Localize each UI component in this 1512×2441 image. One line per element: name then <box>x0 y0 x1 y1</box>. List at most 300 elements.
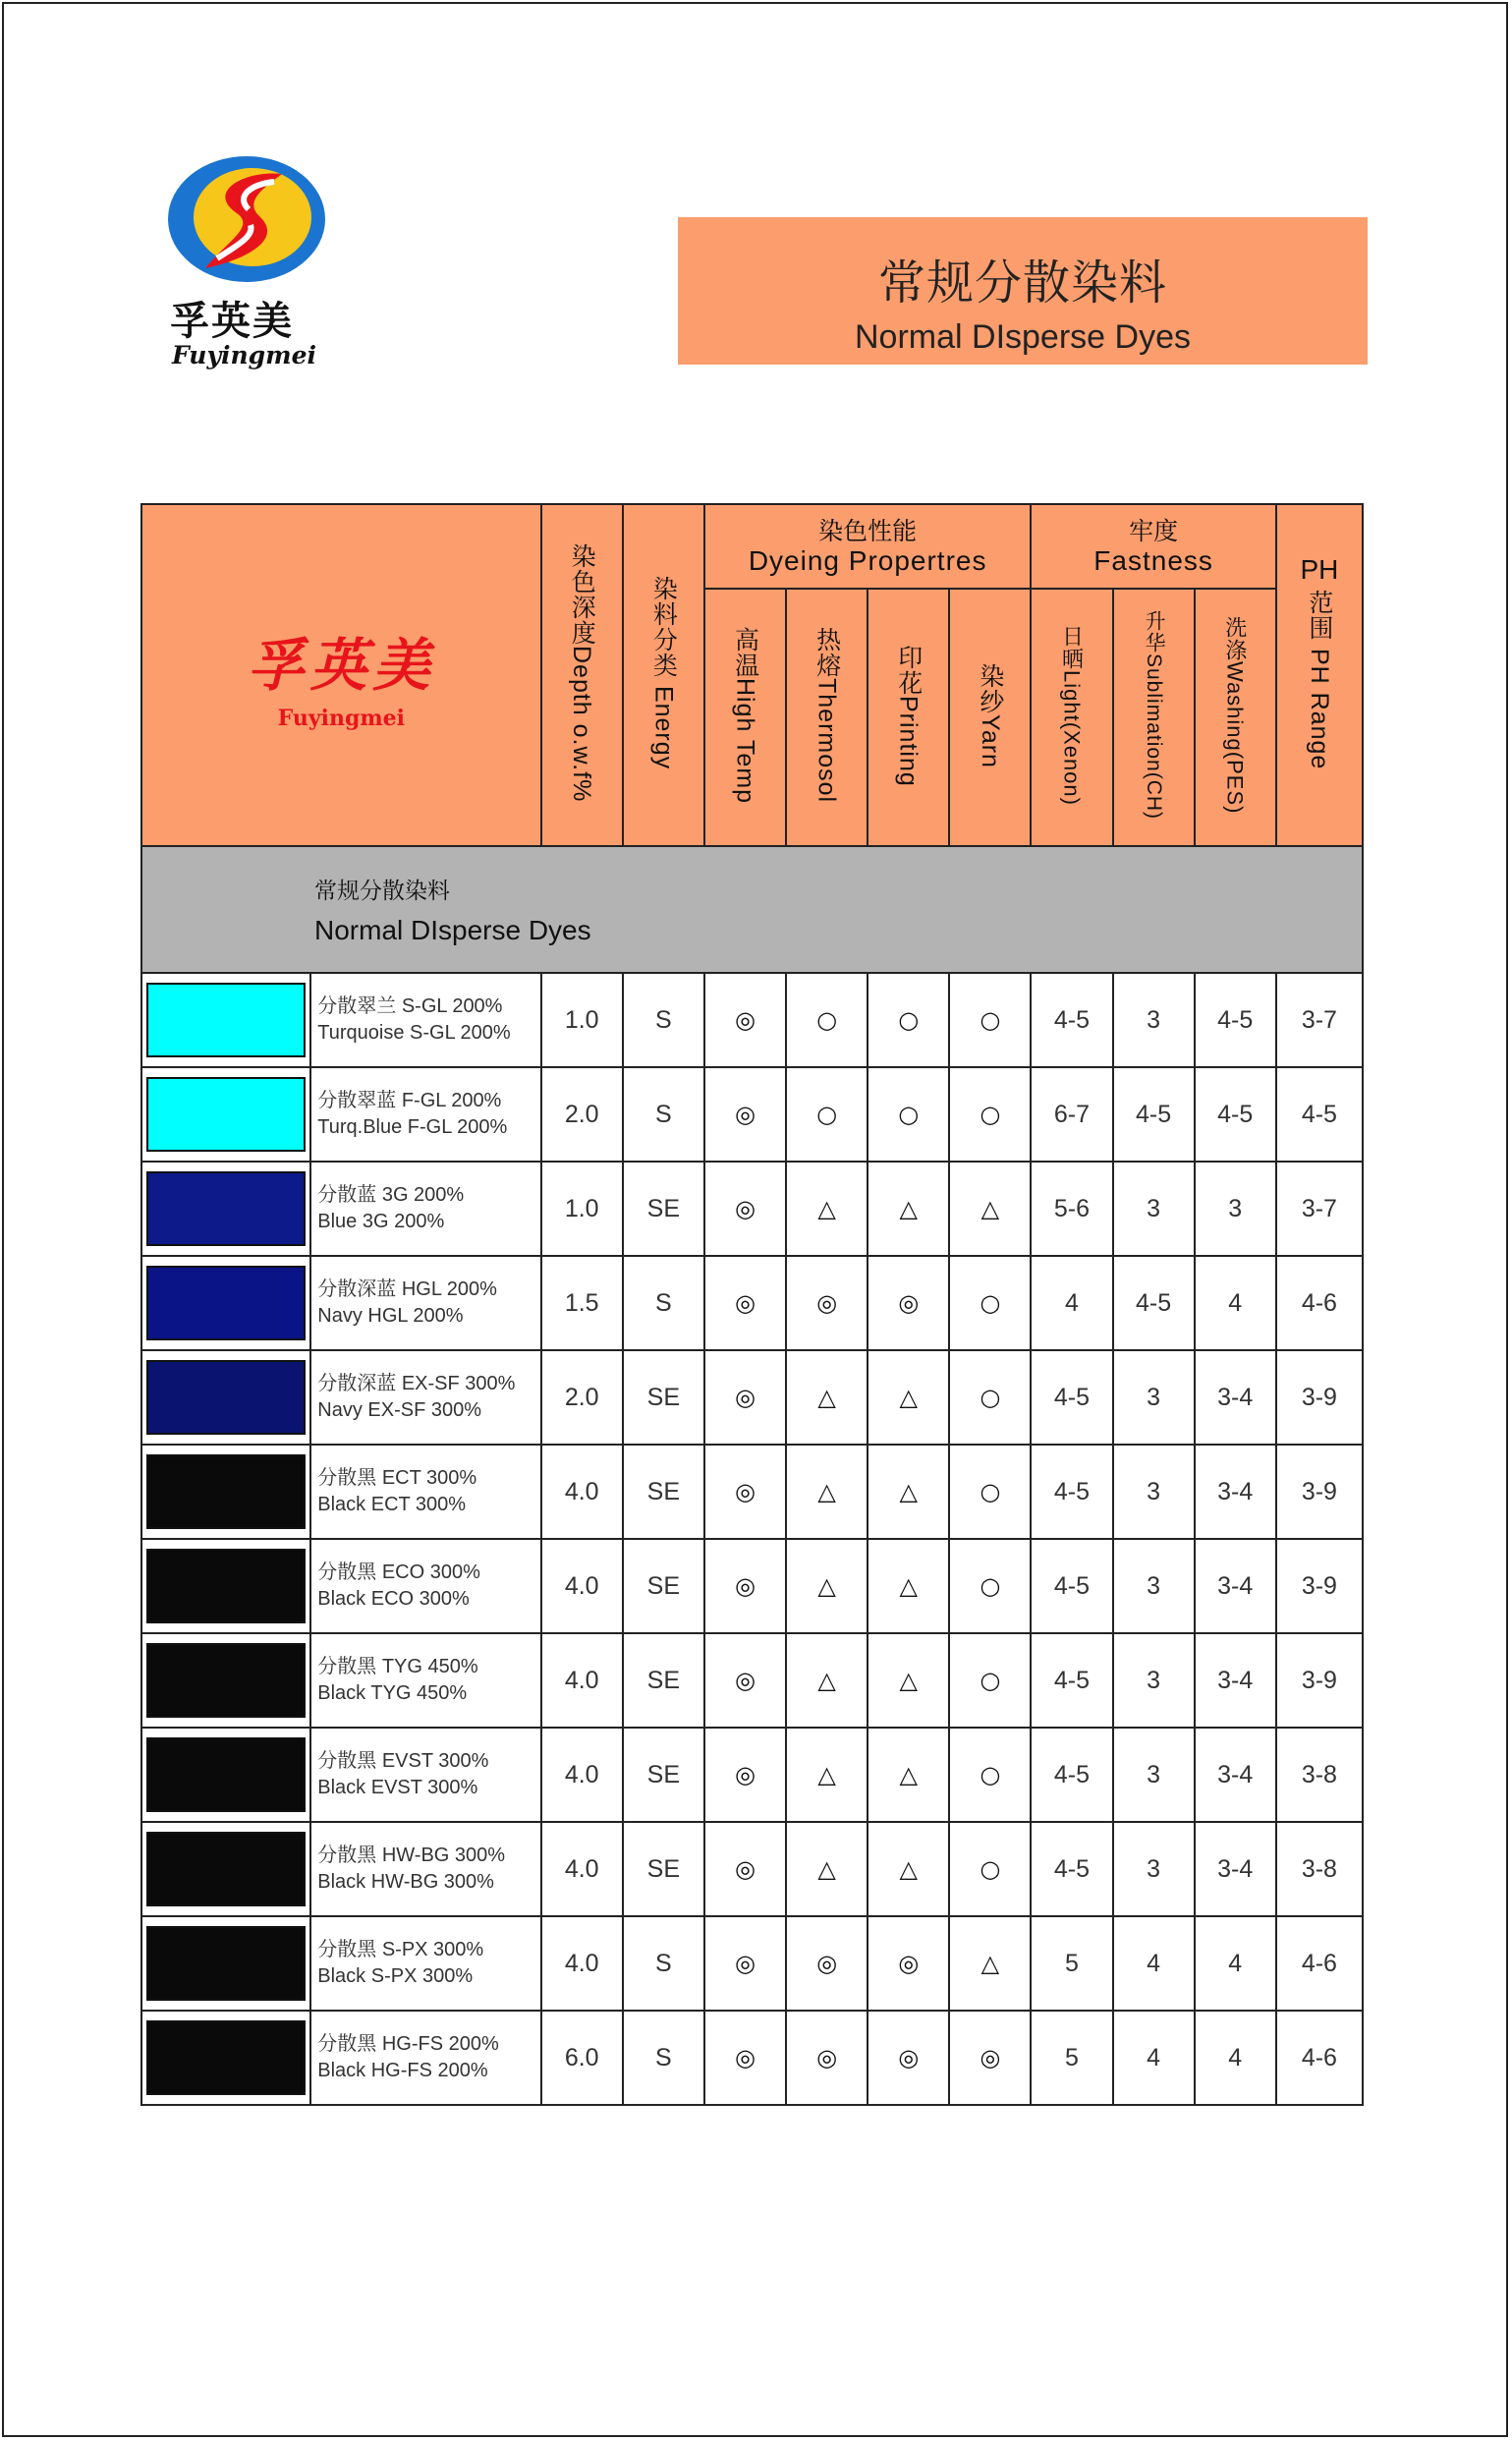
header-ph-range: 范围 PH Range <box>1305 590 1333 770</box>
high-temp-value: ◎ <box>734 1950 756 1977</box>
yarn-cell <box>949 1162 1031 1256</box>
high-temp-value: ◎ <box>734 1101 756 1128</box>
washing-value: 3-4 <box>1217 1571 1254 1600</box>
high-temp-value: ◎ <box>734 1667 756 1694</box>
ph-value: 3-7 <box>1301 1194 1337 1222</box>
energy-value: SE <box>646 1477 680 1505</box>
ph-value: 3-8 <box>1301 1854 1337 1883</box>
light-cell <box>1031 1067 1112 1162</box>
depth-value: 6.0 <box>564 2043 599 2072</box>
sublimation-cell <box>1113 2011 1195 2105</box>
energy-value: SE <box>646 1194 680 1222</box>
dye-name-cell <box>310 1916 540 2011</box>
swatch-cell <box>141 1728 310 1822</box>
dye-name-cell <box>310 1162 540 1256</box>
ph-value: 3-7 <box>1301 1005 1337 1034</box>
yarn-value: ○ <box>980 1101 1001 1128</box>
sublimation-cell <box>1113 1822 1195 1916</box>
title-en: Normal DIsperse Dyes <box>855 318 1191 356</box>
high-temp-cell <box>704 1067 786 1162</box>
sublimation-value: 4-5 <box>1136 1288 1172 1317</box>
printing-value: ◎ <box>898 2044 920 2072</box>
depth-cell <box>541 1539 623 1633</box>
table-row <box>141 1256 1363 1350</box>
high-temp-value: ◎ <box>734 1572 756 1600</box>
dye-name-cell <box>310 1822 540 1916</box>
thermosol-value: ◎ <box>816 1950 838 1977</box>
table-row <box>141 1633 1363 1728</box>
printing-cell <box>868 1256 949 1350</box>
ph-value: 3-9 <box>1301 1666 1337 1694</box>
energy-value: SE <box>646 1760 680 1788</box>
dye-name-cell <box>310 1350 540 1445</box>
table-row <box>141 973 1363 1067</box>
light-value: 4-5 <box>1053 1854 1091 1883</box>
dye-name-en: Navy EX-SF 300% <box>317 1399 481 1421</box>
sublimation-cell <box>1113 1539 1195 1633</box>
section-row <box>141 846 1363 973</box>
dye-name-cell <box>310 1256 540 1350</box>
high-temp-value: ◎ <box>734 1384 756 1411</box>
dye-name-cell <box>310 1445 540 1539</box>
depth-value: 4.0 <box>564 1949 599 1977</box>
washing-value: 4 <box>1228 2043 1243 2072</box>
dye-name-cell <box>310 1067 540 1162</box>
yarn-value: ○ <box>980 1761 1001 1788</box>
thermosol-value: △ <box>817 1384 836 1411</box>
thermosol-value: △ <box>817 1195 836 1222</box>
light-cell <box>1031 973 1112 1067</box>
high-temp-cell <box>704 2011 786 2105</box>
brand-name-en: Fuyingmei <box>277 706 406 731</box>
color-swatch <box>146 1643 306 1718</box>
depth-cell <box>541 1633 623 1728</box>
high-temp-cell <box>704 1256 786 1350</box>
color-swatch <box>146 1737 306 1812</box>
swatch-cell <box>141 1916 310 2011</box>
brand-name-cn: 孚英美 <box>247 632 436 699</box>
swatch-cell <box>141 1350 310 1445</box>
yarn-value: ○ <box>980 1006 1001 1034</box>
energy-value: S <box>654 2043 672 2072</box>
high-temp-cell <box>704 973 786 1067</box>
thermosol-value: △ <box>817 1855 836 1883</box>
printing-cell <box>868 1350 949 1445</box>
thermosol-cell <box>786 1822 868 1916</box>
yarn-cell <box>949 1728 1031 1822</box>
high-temp-cell <box>704 1350 786 1445</box>
printing-value: △ <box>899 1761 918 1788</box>
depth-value: 4.0 <box>564 1854 599 1883</box>
high-temp-value: ◎ <box>734 1855 756 1883</box>
light-cell <box>1031 1162 1112 1256</box>
light-cell <box>1031 1916 1112 2011</box>
light-cell <box>1031 1822 1112 1916</box>
printing-value: △ <box>899 1572 918 1600</box>
depth-value: 4.0 <box>564 1477 599 1505</box>
printing-value: △ <box>899 1855 918 1883</box>
light-cell <box>1031 1256 1112 1350</box>
header-washing-label: 洗涤Washing(PES) <box>1222 616 1248 815</box>
printing-value: ◎ <box>898 1950 920 1977</box>
thermosol-cell <box>786 1162 868 1256</box>
table-row <box>141 2011 1363 2105</box>
depth-value: 2.0 <box>564 1383 599 1411</box>
washing-value: 3-4 <box>1217 1854 1254 1883</box>
light-value: 4-5 <box>1053 1666 1091 1694</box>
washing-cell <box>1195 1350 1276 1445</box>
high-temp-value: ◎ <box>734 2044 756 2072</box>
energy-cell <box>623 1539 704 1633</box>
washing-cell <box>1195 1256 1276 1350</box>
header-ph-label: PH <box>1300 554 1339 585</box>
depth-cell <box>541 2011 623 2105</box>
depth-cell <box>541 1445 623 1539</box>
depth-value: 4.0 <box>564 1571 599 1600</box>
thermosol-cell <box>786 1350 868 1445</box>
sublimation-value: 4-5 <box>1136 1100 1172 1128</box>
dye-table <box>140 503 1364 2106</box>
energy-cell <box>623 2011 704 2105</box>
dye-name-en: Black ECT 300% <box>317 1494 467 1515</box>
washing-value: 4 <box>1228 1288 1243 1317</box>
yarn-cell <box>949 1445 1031 1539</box>
thermosol-value: ◎ <box>816 1289 838 1317</box>
swatch-cell <box>141 1539 310 1633</box>
swatch-cell <box>141 1256 310 1350</box>
sublimation-cell <box>1113 973 1195 1067</box>
high-temp-cell <box>704 1633 786 1728</box>
light-cell <box>1031 1633 1112 1728</box>
yarn-value: ○ <box>980 1855 1001 1883</box>
dye-name-cell <box>310 1539 540 1633</box>
header-yarn <box>949 589 1031 846</box>
ph-value: 3-8 <box>1301 1760 1337 1788</box>
sublimation-cell <box>1113 1350 1195 1445</box>
header-light <box>1031 589 1112 846</box>
depth-cell <box>541 1916 623 2011</box>
high-temp-value: ◎ <box>734 1289 756 1317</box>
dye-name-cn: 分散翠蓝 F-GL 200% <box>317 1090 502 1111</box>
ph-cell <box>1276 1445 1363 1539</box>
high-temp-cell <box>704 1728 786 1822</box>
washing-cell <box>1195 1822 1276 1916</box>
color-swatch <box>146 983 306 1057</box>
dye-name-cn: 分散深蓝 EX-SF 300% <box>317 1373 516 1394</box>
high-temp-cell <box>704 1162 786 1256</box>
ph-cell <box>1276 1916 1363 2011</box>
thermosol-value: △ <box>817 1761 836 1788</box>
sublimation-cell <box>1113 1633 1195 1728</box>
yarn-value: ○ <box>980 1572 1001 1600</box>
thermosol-cell <box>786 1539 868 1633</box>
yarn-cell <box>949 1256 1031 1350</box>
energy-value: SE <box>646 1383 680 1411</box>
color-swatch <box>146 1171 306 1246</box>
printing-value: △ <box>899 1384 918 1411</box>
light-value: 4-5 <box>1053 1005 1091 1034</box>
ph-value: 4-6 <box>1301 1288 1337 1317</box>
yarn-value: △ <box>980 1195 1000 1222</box>
header-depth <box>541 504 623 846</box>
ph-cell <box>1276 1162 1363 1256</box>
thermosol-cell <box>786 973 868 1067</box>
printing-value: △ <box>899 1667 918 1694</box>
energy-cell <box>623 1822 704 1916</box>
sublimation-value: 4 <box>1147 1949 1161 1977</box>
energy-value: S <box>654 1949 672 1977</box>
light-cell <box>1031 1728 1112 1822</box>
header-depth-label: 染色深度Depth o.w.f% <box>568 543 596 803</box>
thermosol-cell <box>786 1728 868 1822</box>
thermosol-value: △ <box>817 1667 836 1694</box>
washing-cell <box>1195 1067 1276 1162</box>
header-high-temp <box>704 589 786 846</box>
energy-cell <box>623 1162 704 1256</box>
depth-cell <box>541 1822 623 1916</box>
printing-cell <box>868 1916 949 2011</box>
yarn-cell <box>949 1633 1031 1728</box>
dye-name-cn: 分散黑 S-PX 300% <box>317 1939 484 1960</box>
washing-cell <box>1195 1633 1276 1728</box>
ph-cell <box>1276 1822 1363 1916</box>
ph-cell <box>1276 1728 1363 1822</box>
printing-cell <box>868 1728 949 1822</box>
yarn-cell <box>949 1822 1031 1916</box>
swatch-cell <box>141 1445 310 1539</box>
thermosol-cell <box>786 1633 868 1728</box>
washing-value: 3-4 <box>1217 1760 1254 1788</box>
printing-value: ○ <box>898 1101 920 1128</box>
yarn-cell <box>949 1350 1031 1445</box>
header-thermosol-label: 热熔Thermosol <box>812 627 841 804</box>
sublimation-cell <box>1113 1067 1195 1162</box>
thermosol-cell <box>786 1067 868 1162</box>
header-yarn-label: 染纱Yarn <box>976 662 1004 768</box>
dye-name-cn: 分散黑 HG-FS 200% <box>317 2033 499 2055</box>
dye-name-cn: 分散深蓝 HGL 200% <box>317 1278 497 1300</box>
light-value: 5-6 <box>1053 1194 1091 1222</box>
header-fastness-en: Fastness <box>1093 545 1213 576</box>
logo-name-en: Fuyingmei <box>172 341 317 369</box>
printing-cell <box>868 1822 949 1916</box>
color-swatch <box>146 1077 306 1152</box>
dye-name-en: Black TYG 450% <box>317 1682 468 1704</box>
ph-cell <box>1276 1633 1363 1728</box>
swatch-cell <box>141 973 310 1067</box>
table-row <box>141 1822 1363 1916</box>
swatch-cell <box>141 1162 310 1256</box>
dye-name-cell <box>310 2011 540 2105</box>
ph-value: 4-6 <box>1301 1949 1337 1977</box>
dye-name-cn: 分散黑 ECT 300% <box>317 1467 477 1489</box>
dye-name-cn: 分散黑 HW-BG 300% <box>317 1845 506 1866</box>
color-swatch <box>146 1549 306 1623</box>
header-energy-label: 染料分类 Energy <box>649 576 678 770</box>
printing-value: ◎ <box>898 1289 920 1317</box>
yarn-cell <box>949 2011 1031 2105</box>
sublimation-cell <box>1113 1728 1195 1822</box>
yarn-cell <box>949 1916 1031 2011</box>
ph-value: 4-6 <box>1301 2043 1337 2072</box>
energy-cell <box>623 1728 704 1822</box>
company-logo <box>162 152 339 378</box>
dye-name-en: Turq.Blue F-GL 200% <box>317 1116 508 1138</box>
printing-cell <box>868 1445 949 1539</box>
sublimation-value: 3 <box>1147 1760 1161 1788</box>
printing-cell <box>868 1539 949 1633</box>
header-dyeing-group <box>704 504 1032 589</box>
color-swatch <box>146 1360 306 1435</box>
section-title-en: Normal DIsperse Dyes <box>314 915 591 945</box>
sublimation-cell <box>1113 1445 1195 1539</box>
light-value: 5 <box>1065 2043 1079 2072</box>
dye-name-en: Black HG-FS 200% <box>317 2060 488 2081</box>
energy-cell <box>623 1067 704 1162</box>
energy-value: SE <box>646 1571 680 1600</box>
washing-cell <box>1195 2011 1276 2105</box>
yarn-value: ○ <box>980 1384 1001 1411</box>
sublimation-cell <box>1113 1256 1195 1350</box>
table-row <box>141 1728 1363 1822</box>
thermosol-cell <box>786 1916 868 2011</box>
header-dyeing-cn: 染色性能 <box>818 518 918 545</box>
header-ph <box>1276 504 1363 846</box>
depth-value: 2.0 <box>564 1100 599 1128</box>
sublimation-value: 3 <box>1147 1477 1161 1505</box>
ph-cell <box>1276 1067 1363 1162</box>
high-temp-value: ◎ <box>734 1006 756 1034</box>
light-value: 6-7 <box>1053 1100 1091 1128</box>
logo-mark-icon <box>166 152 328 285</box>
light-value: 4-5 <box>1053 1571 1091 1600</box>
light-value: 5 <box>1065 1949 1079 1977</box>
high-temp-value: ◎ <box>734 1195 756 1222</box>
sublimation-value: 3 <box>1147 1005 1161 1034</box>
section-cell <box>141 846 1363 973</box>
energy-value: SE <box>646 1854 680 1883</box>
light-value: 4 <box>1065 1288 1079 1317</box>
printing-value: △ <box>899 1195 918 1222</box>
thermosol-cell <box>786 1445 868 1539</box>
color-swatch <box>146 1454 306 1529</box>
color-swatch <box>146 1832 306 1906</box>
printing-cell <box>868 1633 949 1728</box>
light-cell <box>1031 1539 1112 1633</box>
energy-cell <box>623 1916 704 2011</box>
sublimation-value: 3 <box>1147 1194 1161 1222</box>
section-title-cn: 常规分散染料 <box>314 879 450 904</box>
header-energy <box>623 504 704 846</box>
logo-name-cn: 孚英美 <box>170 298 294 344</box>
yarn-cell <box>949 1539 1031 1633</box>
energy-cell <box>623 1350 704 1445</box>
header-fastness-group <box>1031 504 1275 589</box>
dye-name-cell <box>310 1728 540 1822</box>
washing-value: 3-4 <box>1217 1666 1254 1694</box>
yarn-value: ◎ <box>980 2044 1001 2072</box>
printing-cell <box>868 2011 949 2105</box>
table-row <box>141 1067 1363 1162</box>
depth-value: 4.0 <box>564 1666 599 1694</box>
header-washing <box>1195 589 1276 846</box>
washing-value: 3-4 <box>1217 1477 1254 1505</box>
depth-cell <box>541 973 623 1067</box>
ph-cell <box>1276 1256 1363 1350</box>
depth-cell <box>541 1162 623 1256</box>
table-row <box>141 1916 1363 2011</box>
thermosol-value: ○ <box>816 1101 838 1128</box>
table-row <box>141 1445 1363 1539</box>
yarn-value: ○ <box>980 1478 1001 1505</box>
dye-rows <box>141 973 1363 2105</box>
table-row <box>141 1350 1363 1445</box>
thermosol-value: △ <box>817 1572 836 1600</box>
ph-cell <box>1276 1350 1363 1445</box>
depth-value: 1.0 <box>564 1005 599 1034</box>
thermosol-cell <box>786 1256 868 1350</box>
washing-value: 4-5 <box>1217 1005 1254 1034</box>
color-swatch <box>146 1926 306 2001</box>
light-cell <box>1031 2011 1112 2105</box>
energy-value: S <box>654 1005 672 1034</box>
light-value: 4-5 <box>1053 1477 1091 1505</box>
high-temp-cell <box>704 1445 786 1539</box>
dye-name-cn: 分散黑 ECO 300% <box>317 1561 480 1583</box>
dye-name-en: Blue 3G 200% <box>317 1211 445 1232</box>
header-printing <box>868 589 949 846</box>
light-value: 4-5 <box>1053 1760 1091 1788</box>
thermosol-value: ◎ <box>816 2044 838 2072</box>
header-high-temp-label: 高温High Temp <box>731 626 759 805</box>
depth-value: 1.5 <box>564 1288 599 1317</box>
yarn-value: ○ <box>980 1289 1001 1317</box>
ph-value: 3-9 <box>1301 1571 1337 1600</box>
washing-cell <box>1195 1916 1276 2011</box>
thermosol-value: ○ <box>816 1006 838 1034</box>
dye-name-en: Black HW-BG 300% <box>317 1871 494 1893</box>
sublimation-value: 3 <box>1147 1854 1161 1883</box>
light-value: 4-5 <box>1053 1383 1091 1411</box>
swatch-cell <box>141 1822 310 1916</box>
thermosol-value: △ <box>817 1478 836 1505</box>
dye-name-en: Black EVST 300% <box>317 1777 478 1798</box>
swatch-cell <box>141 1067 310 1162</box>
printing-cell <box>868 1067 949 1162</box>
color-swatch <box>146 1266 306 1340</box>
energy-cell <box>623 1633 704 1728</box>
energy-value: S <box>654 1100 672 1128</box>
washing-value: 4 <box>1228 1949 1243 1977</box>
light-cell <box>1031 1350 1112 1445</box>
energy-value: SE <box>646 1666 680 1694</box>
washing-cell <box>1195 1162 1276 1256</box>
depth-cell <box>541 1350 623 1445</box>
depth-cell <box>541 1256 623 1350</box>
printing-value: ○ <box>898 1006 920 1034</box>
yarn-value: ○ <box>980 1667 1001 1694</box>
high-temp-value: ◎ <box>734 1761 756 1788</box>
dye-name-cell <box>310 973 540 1067</box>
dye-name-en: Black S-PX 300% <box>317 1965 474 1987</box>
yarn-cell <box>949 973 1031 1067</box>
high-temp-cell <box>704 1539 786 1633</box>
dye-name-en: Black ECO 300% <box>317 1588 470 1610</box>
printing-cell <box>868 973 949 1067</box>
swatch-cell <box>141 1633 310 1728</box>
ph-cell <box>1276 973 1363 1067</box>
header-light-label: 日晒Light(Xenon) <box>1059 625 1085 806</box>
